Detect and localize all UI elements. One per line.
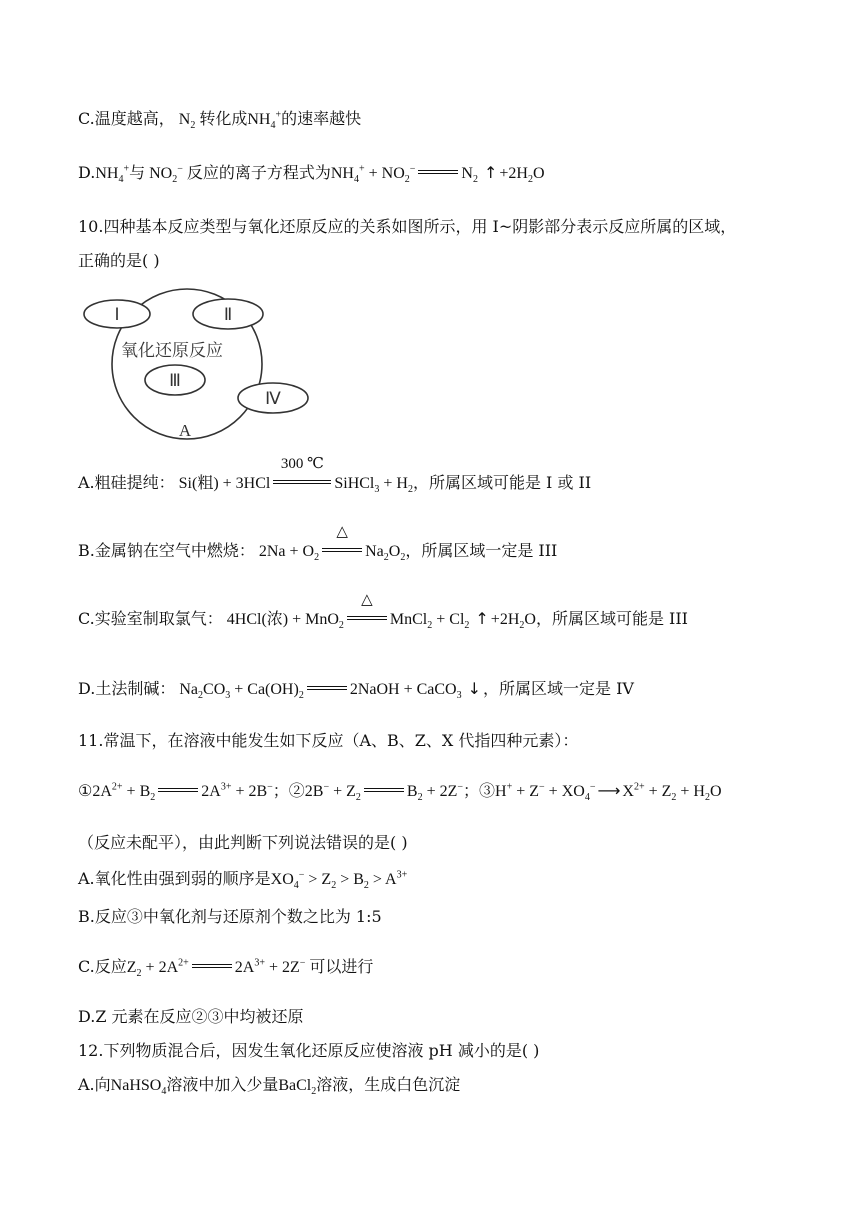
q10-option-a-tail: ，所属区域可能是 I 或 II xyxy=(412,473,592,492)
q12-option-a-label: A.向 xyxy=(78,1075,111,1094)
q10-stem-line-2: 正确的是( ) xyxy=(78,251,160,270)
q11-option-c: C.反应$Z_2 + 2A^{2+}$ $2A^{3+} + 2Z^-$ 可以进行 xyxy=(78,957,374,980)
q11-option-a: A.氧化性由强到弱的顺序是$XO_4^- > Z_2 > B_2 > A^{3+}$ xyxy=(78,869,408,892)
q9-option-c-text-1: C.温度越高， xyxy=(78,109,175,128)
q9-option-d-tail: +2H xyxy=(499,165,528,182)
q9-option-d-text-1: 与 xyxy=(129,163,146,182)
region-2-label: Ⅱ xyxy=(223,305,233,324)
q11-stem: 11.常温下，在溶液中能发生如下反应（A、B、Z、X 代指四种元素）： xyxy=(78,731,579,750)
q10-option-d-label: D.土法制碱： xyxy=(78,679,176,698)
q9-option-d-text-2: 反应的离子方程式为 xyxy=(186,163,331,182)
q10-option-a-label: A.粗硅提纯： xyxy=(78,473,175,492)
q9-option-c: C.温度越高， $N_2$ 转化成$NH_4^+$的速率越快 xyxy=(78,109,362,132)
q9-option-d-label: D. xyxy=(78,163,96,182)
q10-venn-diagram xyxy=(80,282,320,442)
region-4-label: Ⅳ xyxy=(265,389,281,408)
q11-option-b: B.反应③中氧化剂与还原剂个数之比为 1:5 xyxy=(78,907,382,926)
q10-option-b-condition: △ xyxy=(336,524,348,540)
figure-label: A xyxy=(178,421,192,440)
q10-option-b-label: B.金属钠在空气中燃烧： xyxy=(78,541,255,560)
q10-option-b: B.金属钠在空气中燃烧： $2Na + O_2$ △ $Na_2O_2$，所属区域一定是 III xyxy=(78,540,557,563)
q12-option-a-text-1: 溶液中加入少量 xyxy=(166,1075,279,1094)
q11-option-c-label: C.反应 xyxy=(78,957,127,976)
q9-option-d-end: O xyxy=(532,165,545,182)
q11-option-c-tail: 可以进行 xyxy=(309,957,374,976)
q12-option-a-text-2: 溶液，生成白色沉淀 xyxy=(316,1075,461,1094)
redox-label: 氧化还原反应 xyxy=(121,341,223,361)
q10-option-a: A.粗硅提纯： Si(粗) + 3HCl 300 ℃ SiHCl$_3$ + $H_2$，所属区域可能是 I 或 II xyxy=(78,472,591,495)
q10-option-c: C.实验室制取氯气： 4HCl(浓) + MnO$_2$ △ MnCl$_2$ + $Cl_2$ ↑ $+2H_2O$，所属区域可能是 III xyxy=(78,608,688,631)
q9-option-d: $D.NH_4^+$与 $NO_2^-$ 反应的离子方程式为$NH_4^+ + NO_2^-$ $N_2$ ↑ $+2H_2O$ xyxy=(78,163,545,186)
q10-stem-line-1: 10.四种基本反应类型与氧化还原反应的关系如图所示，用 I~阴影部分表示反应所属的区域， xyxy=(78,217,737,236)
q11-reactions: $①2A^{2+} + B_2$ $2A^{3+} + 2B^-$；②2B− + $Z_2$ $B_2 + 2Z^-$；③H+ + $Z^- + XO_4^-$ ⟶ $X^{2+} + Z_2 + H_2O$ xyxy=(78,781,722,804)
q10-option-a-condition: 300 ℃ xyxy=(280,456,324,472)
q12-option-a: A.向NaHSO$_4$溶液中加入少量BaCl$_2$溶液，生成白色沉淀 xyxy=(78,1075,461,1098)
q10-option-c-label: C.实验室制取氯气： xyxy=(78,609,223,628)
q11-option-d: D.Z 元素在反应②③中均被还原 xyxy=(78,1007,304,1026)
q11-note: （反应未配平），由此判断下列说法错误的是( ) xyxy=(78,833,408,852)
q12-stem: 12.下列物质混合后，因发生氧化还原反应使溶液 pH 减小的是( ) xyxy=(78,1041,540,1060)
region-3-label: Ⅲ xyxy=(169,371,181,390)
q9-option-c-text-3: 的速率越快 xyxy=(281,109,362,128)
q10-option-d-tail: ，所属区域一定是 IV xyxy=(483,679,634,698)
q10-option-d: D.土法制碱： $Na_2CO_3 + Ca(OH)_2$ 2NaOH + CaCO$_3$ ↓ ，所属区域一定是 IV xyxy=(78,679,634,702)
q10-option-c-condition: △ xyxy=(361,592,373,608)
q9-option-c-text-2: 转化成 xyxy=(199,109,248,128)
region-1-label: Ⅰ xyxy=(114,305,120,324)
q10-option-c-tail: ，所属区域可能是 III xyxy=(535,609,688,628)
q11-option-a-label: A.氧化性由强到弱的顺序是 xyxy=(78,869,271,888)
q10-option-b-tail: ，所属区域一定是 III xyxy=(405,541,558,560)
